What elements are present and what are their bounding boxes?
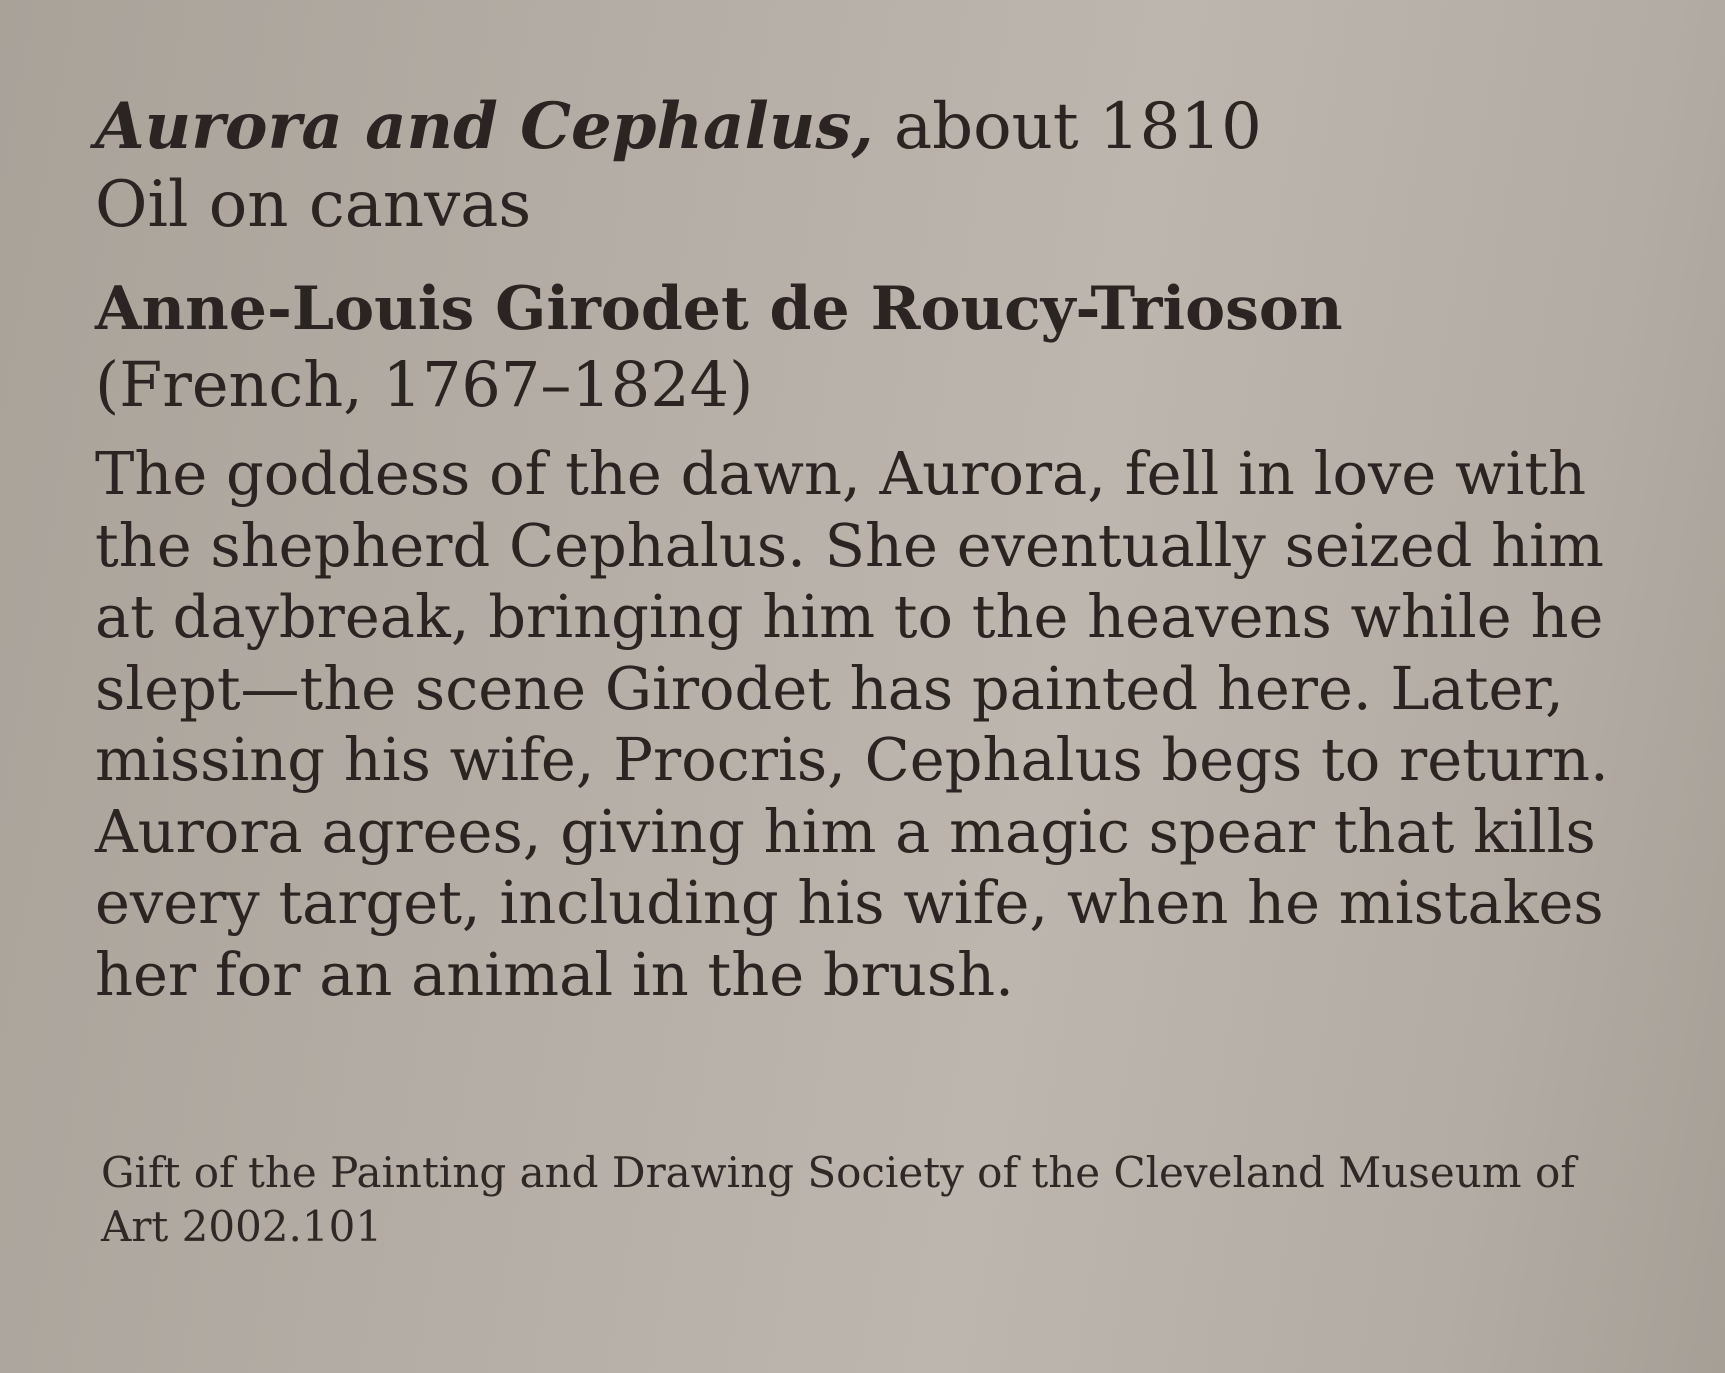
description-line: every target, including his wife, when he mistakes <box>95 868 1604 937</box>
description-line: missing his wife, Procris, Cephalus begs to return. <box>95 725 1609 794</box>
artwork-date: about 1810 <box>873 90 1262 164</box>
credit-line-2: Art 2002.101 <box>101 1202 383 1251</box>
description-line: Aurora agrees, giving him a magic spear that kills <box>95 796 1596 866</box>
artwork-medium: Oil on canvas <box>95 168 532 242</box>
artist-nationality: (French, 1767–1824) <box>95 348 754 421</box>
credit-line <box>101 1146 1576 1254</box>
description-text <box>95 438 1655 1010</box>
description-line: slept—the scene Girodet has painted here. Later, <box>95 653 1564 723</box>
description-line: her for an animal in the brush. <box>95 939 1014 1009</box>
description-line: the shepherd Cephalus. She eventually seized him <box>95 510 1604 580</box>
description-line: The goddess of the dawn, Aurora, fell in love with <box>95 439 1587 508</box>
museum-label <box>95 88 1655 1010</box>
description-line: at daybreak, bringing him to the heavens while he <box>95 582 1604 651</box>
artist-name: Anne-Louis Girodet de Roucy-Trioson <box>95 274 1343 344</box>
artwork-title-line <box>95 88 1655 166</box>
credit-line-1: Gift of the Painting and Drawing Society of the Cleveland Museum of <box>101 1148 1576 1197</box>
artwork-title: Aurora and Cephalus, <box>95 89 874 164</box>
